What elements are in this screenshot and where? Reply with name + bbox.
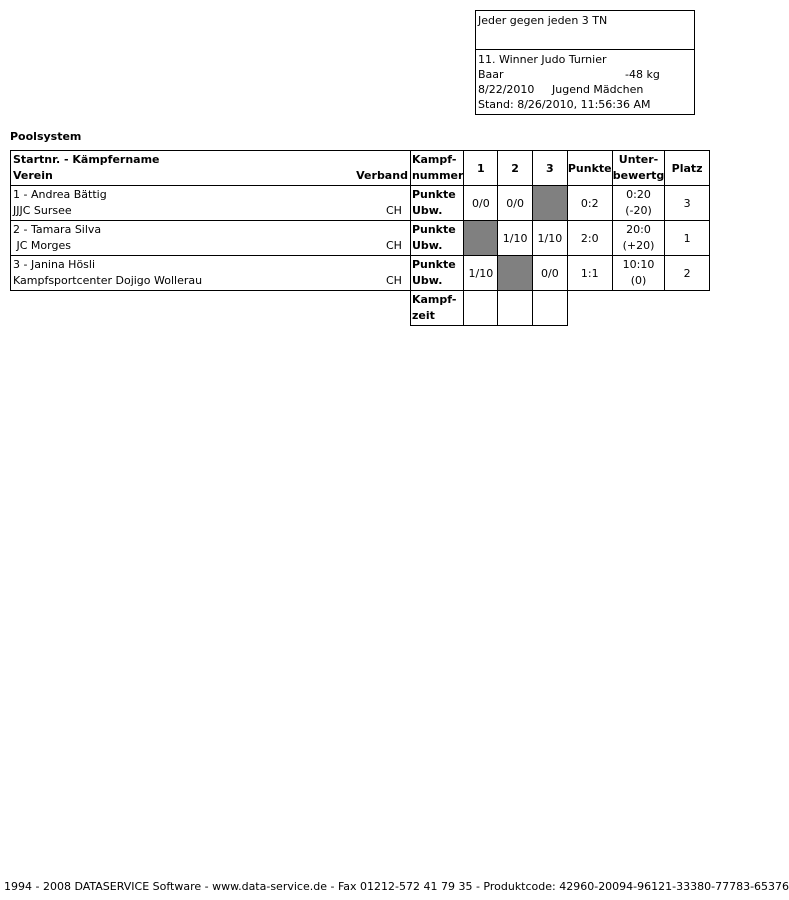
- points-cell: 2:0: [567, 221, 612, 256]
- ubw-cell: [612, 221, 665, 256]
- tournament-info-box: [475, 10, 695, 115]
- row-label-punkte: Punkte: [411, 258, 456, 271]
- fighter-name: 3 - Janina Hösli: [13, 258, 96, 271]
- row-label: [410, 221, 463, 256]
- header-verein: Verein: [13, 169, 53, 182]
- header-verband: Verband: [356, 169, 408, 182]
- date-category-row: [478, 82, 692, 97]
- weight-class: -48 kg: [625, 68, 660, 81]
- ubw-diff: (+20): [622, 239, 655, 252]
- kampfzeit-line1: Kampf-: [411, 293, 457, 306]
- header-unter-line2: bewertg: [612, 169, 665, 182]
- row-label: [410, 256, 463, 291]
- result-cell: 1/10: [498, 221, 533, 256]
- kampfzeit-cell-2: [498, 291, 533, 326]
- header-col-3: 3: [533, 151, 568, 186]
- ubw-diff: (-20): [625, 204, 652, 217]
- tournament-name: 11. Winner Judo Turnier: [478, 53, 607, 66]
- ubw-score: 20:0: [626, 223, 651, 236]
- result-cell: 0/0: [464, 186, 498, 221]
- result-cell: 1/10: [464, 256, 498, 291]
- fighter-cell: [11, 186, 411, 221]
- table-header-row: [11, 151, 710, 186]
- result-cell: 1/10: [533, 221, 568, 256]
- fighter-club: JC Morges: [13, 239, 71, 252]
- header-kampf-line2: nummer: [411, 169, 464, 182]
- row-label-ubw: Ubw.: [411, 204, 443, 217]
- row-label-ubw: Ubw.: [411, 239, 443, 252]
- tournament-date: 8/22/2010: [478, 83, 535, 96]
- kampfzeit-label: [410, 291, 463, 326]
- ubw-score: 10:10: [622, 258, 655, 271]
- header-unterbewertung: [612, 151, 665, 186]
- row-label: [410, 186, 463, 221]
- header-col-2: 2: [498, 151, 533, 186]
- self-match-cell: [464, 221, 498, 256]
- self-match-cell: [533, 186, 568, 221]
- kampfzeit-cell-3: [533, 291, 568, 326]
- points-cell: 0:2: [567, 186, 612, 221]
- tournament-place: Baar: [478, 68, 504, 81]
- stand-timestamp: Stand: 8/26/2010, 11:56:36 AM: [478, 98, 651, 111]
- self-match-cell: [498, 256, 533, 291]
- fighter-verband: CH: [386, 239, 402, 252]
- kampfzeit-line2: zeit: [411, 309, 435, 322]
- fighter-cell: [11, 256, 411, 291]
- age-category: Jugend Mädchen: [552, 83, 644, 96]
- fighter-club: Kampfsportcenter Dojigo Wollerau: [13, 274, 203, 287]
- page-title: Poolsystem: [10, 130, 82, 143]
- header-kampf-line1: Kampf-: [411, 153, 457, 166]
- fighter-verband: CH: [386, 204, 402, 217]
- row-label-punkte: Punkte: [411, 223, 456, 236]
- header-col-1: 1: [464, 151, 498, 186]
- footer-copyright: 1994 - 2008 DATASERVICE Software - www.data-service.de - Fax 01212-572 41 79 35 - Produktcode: 42960-20094-96121-33380-77783-65376: [4, 880, 789, 893]
- result-cell: 0/0: [498, 186, 533, 221]
- ubw-cell: [612, 256, 665, 291]
- spacer-cell: [612, 291, 665, 326]
- spacer-cell: [11, 291, 411, 326]
- rank-cell: 2: [665, 256, 710, 291]
- spacer-cell: [665, 291, 710, 326]
- header-unter-line1: Unter-: [618, 153, 659, 166]
- row-label-ubw: Ubw.: [411, 274, 443, 287]
- header-startnr-name: Startnr. - Kämpfername: [13, 153, 160, 166]
- row-label-punkte: Punkte: [411, 188, 456, 201]
- fighter-name: 1 - Andrea Bättig: [13, 188, 107, 201]
- place-weight-row: [478, 67, 692, 82]
- ubw-score: 0:20: [626, 188, 651, 201]
- fighter-cell: [11, 221, 411, 256]
- fighter-club: JJJC Sursee: [13, 204, 72, 217]
- table-row: [11, 256, 710, 291]
- ubw-cell: [612, 186, 665, 221]
- kampfzeit-row: [11, 291, 710, 326]
- header-platz: Platz: [665, 151, 710, 186]
- rank-cell: 3: [665, 186, 710, 221]
- fighter-name: 2 - Tamara Silva: [13, 223, 102, 236]
- table-row: [11, 221, 710, 256]
- table-row: [11, 186, 710, 221]
- kampfzeit-cell-1: [464, 291, 498, 326]
- header-kampfnummer: [410, 151, 463, 186]
- fighter-verband: CH: [386, 274, 402, 287]
- header-punkte: Punkte: [567, 151, 612, 186]
- points-cell: 1:1: [567, 256, 612, 291]
- system-type: Jeder gegen jeden 3 TN: [476, 11, 694, 50]
- rank-cell: 1: [665, 221, 710, 256]
- header-name-cell: [11, 151, 411, 186]
- ubw-diff: (0): [630, 274, 647, 287]
- spacer-cell: [567, 291, 612, 326]
- pool-table: [10, 150, 710, 326]
- result-cell: 0/0: [533, 256, 568, 291]
